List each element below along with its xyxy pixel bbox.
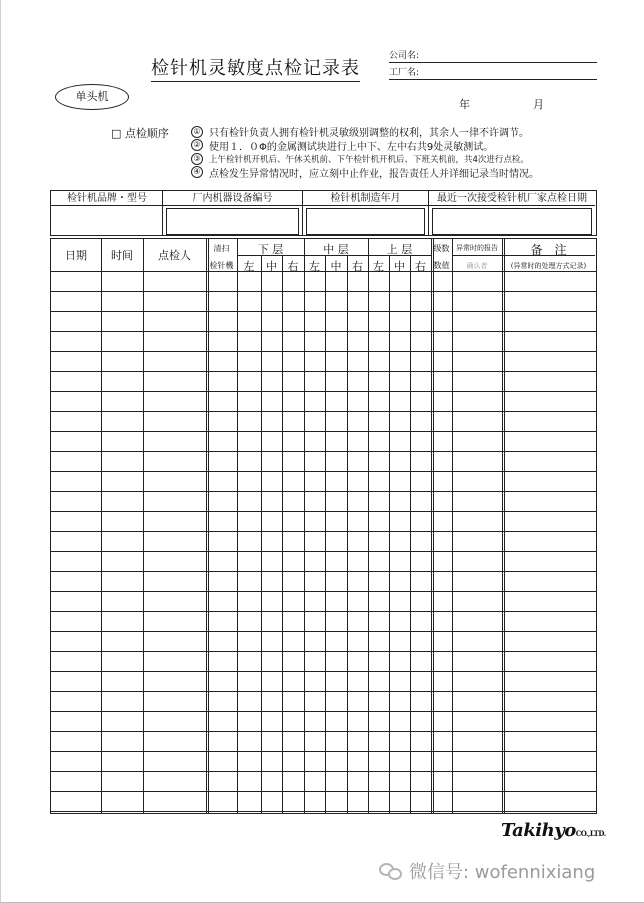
table-row-divider (51, 551, 596, 552)
equipment-no-field[interactable] (166, 208, 299, 235)
col-header-right: 右 (287, 260, 299, 273)
procedure-steps (191, 125, 601, 179)
col-header-left: 左 (309, 260, 320, 273)
table-row-divider (51, 371, 596, 372)
col-header-lower: 下 层 (257, 243, 284, 256)
step-text: 只有检针负责人拥有检针机灵敏级别调整的权利，其余人一律不许调节。 (209, 128, 529, 140)
procedure-step (191, 152, 601, 166)
company-name-field[interactable]: 公司名: (389, 46, 597, 63)
row-divider (452, 255, 502, 256)
col-header-abnormal-report: 异常时的报告 (456, 244, 498, 252)
info-header-last-inspection: 最近一次接受检针机厂家点检日期 (429, 191, 595, 206)
wechat-watermark (379, 858, 595, 884)
step-number: ④ (191, 166, 203, 178)
col-header-needle-detector: 检针機 (209, 261, 234, 270)
table-row-divider (51, 571, 596, 572)
col-header-inspector: 点检人 (158, 249, 191, 262)
col-divider (143, 239, 144, 813)
col-divider (368, 239, 369, 813)
col-header-upper: 上 层 (386, 243, 413, 256)
step-text: 上午检针机开机后、午休关机前、下午检针机开机后、下班关机前，共4次进行点检。 (209, 154, 529, 165)
col-header-remarks-note: (异常时的处理方式记录) (510, 262, 587, 270)
table-row-divider (51, 631, 596, 632)
info-header-equipment-no: 厂内机器设备编号 (163, 191, 302, 206)
table-row-divider (51, 411, 596, 412)
table-row-divider (51, 291, 596, 292)
table-row-divider (51, 651, 596, 652)
info-header-brand-model: 检针机品牌・型号 (51, 191, 163, 206)
table-row-divider (51, 531, 596, 532)
table-row-divider (51, 591, 596, 592)
table-row-divider (51, 451, 596, 452)
table-row-divider (51, 271, 596, 272)
procedure-label: □ 点检顺序 (111, 127, 169, 140)
brand-logo: TakihyoCO.,LTD. (501, 820, 606, 841)
step-text: 使用１．０Φ的金属测试块进行上中下、左中右共9处灵敏测试。 (209, 141, 494, 153)
step-number: ① (191, 126, 203, 138)
procedure-step (191, 139, 601, 153)
col-divider (410, 255, 411, 813)
company-info (389, 46, 597, 80)
col-divider (431, 239, 434, 813)
col-header-left: 左 (373, 260, 384, 273)
col-header-date: 日期 (65, 249, 87, 262)
table-row-divider (51, 351, 596, 352)
col-divider (389, 255, 390, 813)
step-number: ② (191, 139, 203, 151)
table-row-divider (51, 711, 596, 712)
procedure-step (191, 166, 601, 180)
year-label: 年 (459, 98, 470, 111)
table-row-divider (51, 391, 596, 392)
table-row-divider (51, 811, 596, 812)
table-row-divider (51, 691, 596, 692)
factory-name-field[interactable]: 工厂名: (389, 63, 597, 80)
table-row-divider (51, 611, 596, 612)
table-row-divider (51, 431, 596, 432)
col-divider (101, 239, 102, 813)
col-header-remarks: 备 注 (530, 243, 567, 257)
col-divider (282, 255, 283, 813)
col-header-confirmer: 确认者 (466, 262, 488, 270)
col-divider (502, 239, 505, 813)
col-divider (325, 255, 326, 813)
col-header-right: 右 (352, 260, 363, 273)
step-text: 点检发生异常情况时，应立刻中止作业，报告责任人并详细记录当时情况。 (209, 168, 539, 180)
form-title: 检针机灵敏度点检记录表 (151, 54, 360, 82)
col-header-center: 中 (330, 260, 342, 273)
table-row-divider (51, 671, 596, 672)
col-header-right: 右 (415, 260, 426, 273)
col-header-center: 中 (266, 260, 277, 273)
manufacture-date-field[interactable] (306, 208, 425, 235)
col-header-level: 级数 (433, 244, 450, 253)
col-divider (304, 239, 305, 813)
table-row-divider (51, 311, 596, 312)
col-header-cleaning: 清扫 (213, 244, 230, 253)
machine-type-badge: 单头机 (55, 84, 129, 110)
month-label: 月 (533, 98, 544, 111)
machine-info-table (50, 190, 597, 236)
table-row-divider (51, 731, 596, 732)
col-divider (452, 239, 453, 813)
col-divider (261, 255, 262, 813)
col-header-left: 左 (243, 260, 255, 273)
table-row-divider (51, 751, 596, 752)
col-header-middle: 中 层 (323, 243, 349, 256)
table-row-divider (51, 511, 596, 512)
table-row-divider (51, 771, 596, 772)
last-inspection-field[interactable] (432, 208, 592, 235)
col-header-center: 中 (394, 260, 405, 273)
table-row-divider (51, 791, 596, 792)
watermark-text: 微信号: wofennixiang (409, 862, 596, 883)
col-divider (347, 255, 348, 813)
procedure-step (191, 125, 601, 139)
inspection-log-table (50, 238, 597, 814)
step-number: ③ (191, 153, 203, 165)
info-header-manufacture-date: 检针机制造年月 (303, 191, 428, 206)
table-row-divider (51, 331, 596, 332)
col-header-time: 时间 (111, 249, 133, 262)
table-row-divider (51, 491, 596, 492)
col-divider (237, 239, 238, 813)
col-divider (206, 239, 209, 813)
wechat-icon (379, 861, 403, 881)
col-header-value: 数值 (433, 261, 450, 270)
table-row-divider (51, 471, 596, 472)
